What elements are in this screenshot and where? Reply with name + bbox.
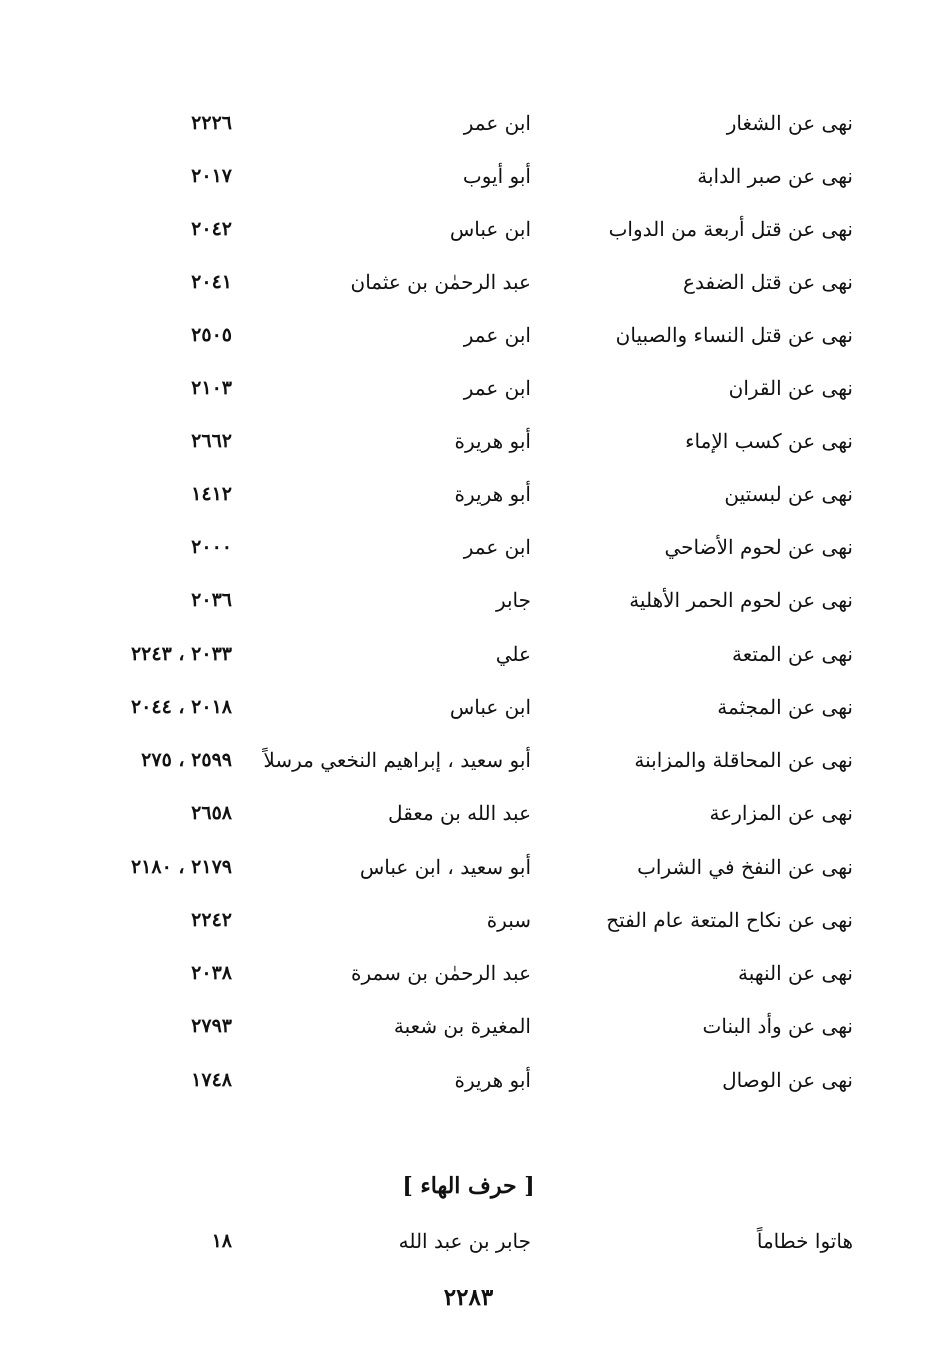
hadith-phrase: نهى عن النهبة xyxy=(738,961,853,985)
index-row xyxy=(0,847,937,887)
narrator: ابن عمر xyxy=(463,376,531,400)
hadith-phrase: نهى عن النفخ في الشراب xyxy=(637,855,853,879)
index-row xyxy=(0,580,937,620)
narrator: أبو هريرة xyxy=(454,1068,531,1092)
index-row xyxy=(0,1006,937,1046)
hadith-number: ٢٢٢٦ xyxy=(191,112,232,134)
hadith-phrase: نهى عن قتل النساء والصبيان xyxy=(615,323,853,347)
index-row xyxy=(0,740,937,780)
index-row xyxy=(0,315,937,355)
hadith-number: ١٤١٢ xyxy=(191,483,232,505)
narrator: عبد الله بن معقل xyxy=(388,801,531,825)
hadith-phrase: نهى عن لحوم الأضاحي xyxy=(664,535,853,559)
hadith-number: ٢٠٤٢ xyxy=(191,218,232,240)
hadith-phrase: نهى عن كسب الإماء xyxy=(685,429,853,453)
index-row xyxy=(0,900,937,940)
hadith-phrase: نهى عن قتل الضفدع xyxy=(683,270,853,294)
page-number: ٢٢٨٣ xyxy=(443,1284,494,1311)
index-row xyxy=(0,793,937,833)
index-row xyxy=(0,474,937,514)
hadith-phrase: نهى عن صبر الدابة xyxy=(697,164,853,188)
index-row xyxy=(0,262,937,302)
hadith-phrase: نهى عن نكاح المتعة عام الفتح xyxy=(606,908,853,932)
narrator: المغيرة بن شعبة xyxy=(393,1014,531,1038)
hadith-number: ١٨ xyxy=(211,1230,232,1252)
hadith-phrase: نهى عن المزارعة xyxy=(709,801,853,825)
index-row xyxy=(0,953,937,993)
index-row xyxy=(0,527,937,567)
hadith-phrase: نهى عن لحوم الحمر الأهلية xyxy=(629,588,853,612)
index-row xyxy=(0,634,937,674)
hadith-number: ٢٥٩٩ ، ٢٧٥ xyxy=(141,749,232,771)
hadith-number: ٢٠٣٨ xyxy=(191,962,232,984)
index-row xyxy=(0,209,937,249)
narrator: عبد الرحمٰن بن سمرة xyxy=(351,961,531,985)
narrator: جابر xyxy=(495,588,531,612)
hadith-number: ٢٦٦٢ xyxy=(191,430,232,452)
index-row xyxy=(0,368,937,408)
hadith-number: ٢٠٠٠ xyxy=(191,536,232,558)
narrator: سبرة xyxy=(486,908,531,932)
narrator: ابن عمر xyxy=(463,323,531,347)
hadith-phrase: نهى عن المجثمة xyxy=(717,695,853,719)
hadith-number: ٢٥٠٥ xyxy=(191,324,232,346)
hadith-number: ٢٠٣٦ xyxy=(191,589,232,611)
index-row xyxy=(0,687,937,727)
narrator: ابن عمر xyxy=(463,111,531,135)
hadith-number: ٢١٧٩ ، ٢١٨٠ xyxy=(130,856,232,878)
index-row xyxy=(0,156,937,196)
hadith-number: ٢٠١٧ xyxy=(191,165,232,187)
hadith-number: ٢٢٤٢ xyxy=(191,909,232,931)
hadith-phrase: نهى عن الشغار xyxy=(726,111,853,135)
narrator: عبد الرحمٰن بن عثمان xyxy=(350,270,531,294)
narrator: ابن عباس xyxy=(449,695,531,719)
hadith-phrase: نهى عن وأد البنات xyxy=(702,1014,853,1038)
narrator: أبو أيوب xyxy=(462,164,531,188)
hadith-phrase: نهى عن المتعة xyxy=(732,642,853,666)
narrator: ابن عباس xyxy=(449,217,531,241)
narrator: علي xyxy=(495,642,531,666)
narrator: أبو هريرة xyxy=(454,429,531,453)
hadith-number: ١٧٤٨ xyxy=(191,1069,232,1091)
index-row xyxy=(0,1221,937,1261)
narrator: ابن عمر xyxy=(463,535,531,559)
hadith-phrase: نهى عن الوصال xyxy=(722,1068,853,1092)
hadith-phrase: نهى عن القران xyxy=(728,376,853,400)
narrator: أبو سعيد ، إبراهيم النخعي مرسلاً xyxy=(263,748,531,772)
index-row xyxy=(0,421,937,461)
hadith-number: ٢٠١٨ ، ٢٠٤٤ xyxy=(130,696,232,718)
hadith-phrase: هاتوا خطاماً xyxy=(756,1229,853,1253)
section-heading: [ حرف الهاء ] xyxy=(402,1173,535,1199)
hadith-number: ٢٦٥٨ xyxy=(191,802,232,824)
index-row xyxy=(0,103,937,143)
hadith-number: ٢١٠٣ xyxy=(191,377,232,399)
narrator: جابر بن عبد الله xyxy=(398,1229,531,1253)
index-row xyxy=(0,1060,937,1100)
hadith-number: ٢٠٣٣ ، ٢٢٤٣ xyxy=(130,643,232,665)
hadith-phrase: نهى عن قتل أربعة من الدواب xyxy=(608,217,853,241)
hadith-number: ٢٧٩٣ xyxy=(191,1015,232,1037)
hadith-number: ٢٠٤١ xyxy=(191,271,232,293)
narrator: أبو هريرة xyxy=(454,482,531,506)
hadith-phrase: نهى عن لبستين xyxy=(724,482,853,506)
hadith-phrase: نهى عن المحاقلة والمزابنة xyxy=(634,748,853,772)
narrator: أبو سعيد ، ابن عباس xyxy=(359,855,531,879)
